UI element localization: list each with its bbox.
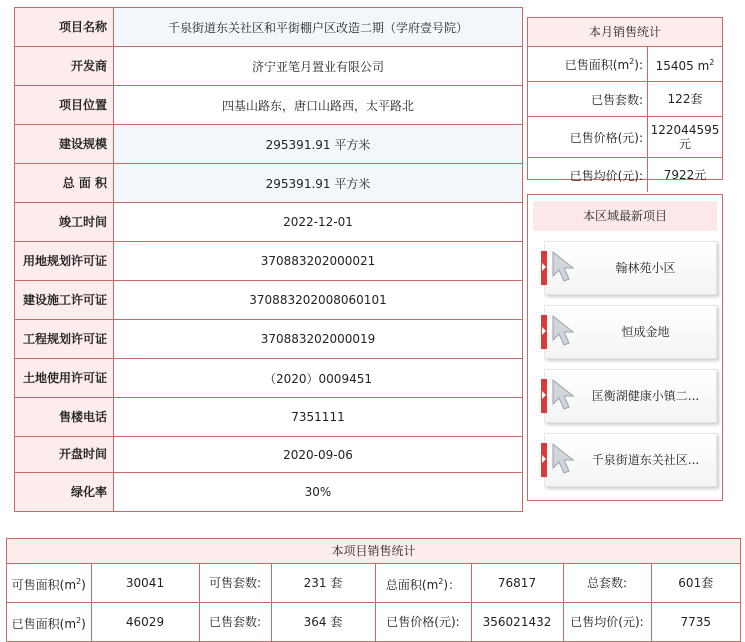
label-developer: 开发商 <box>15 47 114 86</box>
avg-price-label: 已售均价(元): <box>563 603 651 642</box>
monthly-avg-price-value: 7922元 <box>648 158 723 193</box>
value-greening-rate: 30% <box>114 473 523 512</box>
label-location: 项目位置 <box>15 86 114 125</box>
label-land-plan-permit: 用地规划许可证 <box>15 242 114 281</box>
project-info-table <box>14 7 523 512</box>
latest-project-name: 千泉街道东关社区... <box>591 453 700 467</box>
available-area-label: 可售面积$(m^2)$ <box>7 564 91 603</box>
available-units-label: 可售套数: <box>199 564 271 603</box>
label-sales-phone: 售楼电话 <box>15 398 114 437</box>
value-sales-phone: 7351111 <box>114 398 523 437</box>
latest-projects-panel <box>527 194 723 501</box>
latest-project-name: 匡衡湖健康小镇二... <box>591 389 700 403</box>
label-total-area: 总 面 积 <box>15 164 114 203</box>
value-developer: 济宁亚笔月置业有限公司 <box>114 47 523 86</box>
value-land-use-permit: （2020）0009451 <box>114 359 523 398</box>
value-engineering-permit: 370883202000019 <box>114 320 523 359</box>
latest-projects-title: 本区域最新项目 <box>533 201 717 231</box>
monthly-sold-area-label: 已售面积$(m^2)$: <box>528 47 648 82</box>
label-completion-date: 竣工时间 <box>15 203 114 242</box>
value-project-name: 千泉街道东关社区和平街棚户区改造二期（学府壹号院） <box>114 8 523 47</box>
monthly-avg-price-label: 已售均价(元): <box>528 158 648 193</box>
monthly-sales-title: 本月销售统计 <box>528 18 722 47</box>
value-location: 四基山路东，唐口山路西，太平路北 <box>114 86 523 125</box>
monthly-sales-panel <box>527 17 723 183</box>
value-total-area: 295391.91 平方米 <box>114 164 523 203</box>
label-construction-permit: 建设施工许可证 <box>15 281 114 320</box>
sold-area-value: 46029 <box>91 603 199 642</box>
sold-price-value: 356021432 <box>471 603 563 642</box>
value-construction-permit: 370883202008060101 <box>114 281 523 320</box>
project-sales-panel <box>6 538 741 642</box>
latest-project-name: 翰林苑小区 <box>615 261 676 275</box>
value-opening-date: 2020-09-06 <box>114 437 523 473</box>
monthly-sold-units-label: 已售套数: <box>528 82 648 117</box>
value-land-plan-permit: 370883202000021 <box>114 242 523 281</box>
label-project-name: 项目名称 <box>15 8 114 47</box>
project-sales-title: 本项目销售统计 <box>7 539 740 564</box>
red-tag-icon <box>541 379 547 413</box>
monthly-sold-area-value: 15405 $m^2$ <box>655 57 715 73</box>
available-area-value: 30041 <box>91 564 199 603</box>
available-units-value: 231 套 <box>271 564 375 603</box>
latest-project-item[interactable] <box>544 241 717 295</box>
total-area-value: 76817 <box>471 564 563 603</box>
label-land-use-permit: 土地使用许可证 <box>15 359 114 398</box>
sold-units-value: 364 套 <box>271 603 375 642</box>
sold-price-label: 已售价格(元): <box>375 603 471 642</box>
monthly-sold-price-value: 122044595元 <box>648 117 723 158</box>
pointer-cursor-icon <box>551 314 579 348</box>
total-units-value: 601套 <box>678 576 714 590</box>
label-greening-rate: 绿化率 <box>15 473 114 512</box>
latest-project-item[interactable] <box>544 369 717 423</box>
latest-project-name: 恒成金地 <box>621 325 670 339</box>
value-completion-date: 2022-12-01 <box>114 203 523 242</box>
pointer-cursor-icon <box>551 378 579 412</box>
value-build-scale: 295391.91 平方米 <box>114 125 523 164</box>
total-area-label: 总面积$(m^2)$： <box>375 564 471 603</box>
sold-units-label: 已售套数: <box>199 603 271 642</box>
latest-project-item[interactable] <box>544 305 717 359</box>
label-opening-date: 开盘时间 <box>15 437 114 473</box>
pointer-cursor-icon <box>551 250 579 284</box>
sold-area-label: 已售面积$(m^2)$ <box>7 603 91 642</box>
monthly-sold-price-label: 已售价格(元): <box>528 117 648 158</box>
total-units-label: 总套数: <box>563 564 651 603</box>
red-tag-icon <box>541 443 547 477</box>
latest-project-item[interactable] <box>544 433 717 487</box>
avg-price-value: 7735 <box>651 603 740 642</box>
monthly-sold-units-value: 122套 <box>648 82 723 117</box>
label-engineering-permit: 工程规划许可证 <box>15 320 114 359</box>
red-tag-icon <box>541 251 547 285</box>
pointer-cursor-icon <box>551 442 579 476</box>
label-build-scale: 建设规模 <box>15 125 114 164</box>
red-tag-icon <box>541 315 547 349</box>
